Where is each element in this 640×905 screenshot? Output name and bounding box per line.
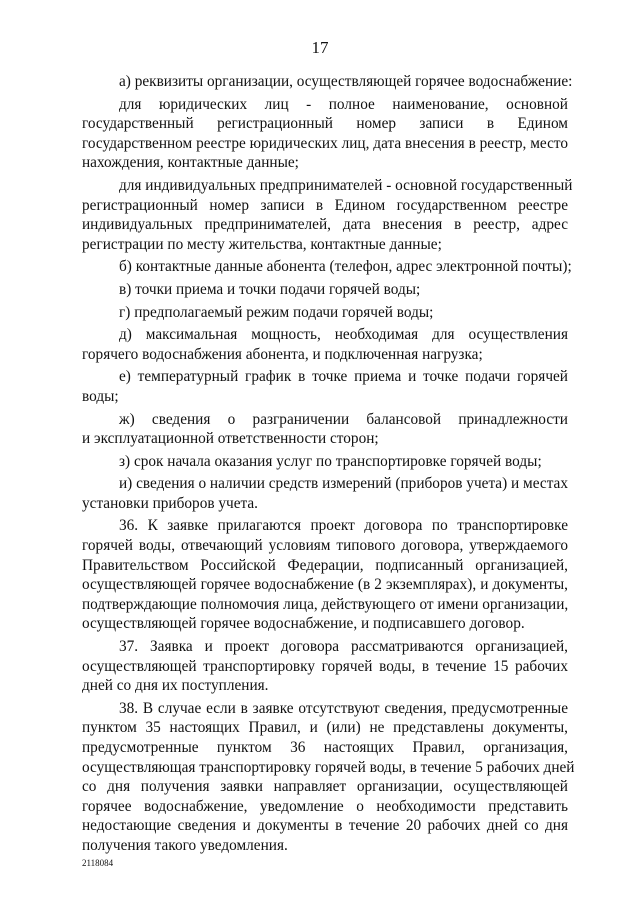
paragraph — [82, 410, 568, 449]
text-line: б) контактные данные абонента (телефон, адрес электронной почты); — [119, 258, 572, 276]
text-line: осуществляющей горячее водоснабжение (в 2 экземплярах), и документы, — [82, 576, 568, 594]
paragraph — [82, 95, 568, 173]
text-line: а) реквизиты организации, осуществляющей горячее водоснабжение: — [119, 73, 573, 90]
paragraph — [82, 452, 568, 472]
text-line: индивидуальных предпринимателей, дата внесения в реестр, адрес — [82, 216, 568, 234]
page-number: 17 — [311, 38, 329, 57]
text-line: Правительством Российской Федерации, подписанный организацией, — [82, 556, 568, 574]
text-line: для индивидуальных предпринимателей - основной государственный — [119, 176, 573, 194]
text-line: горячее водоснабжение, уведомление о необходимости представить — [82, 797, 568, 815]
paragraph — [82, 257, 572, 277]
text-line: г) предполагаемый режим подачи горячей воды; — [119, 303, 434, 321]
text-line: предусмотренные пунктом 36 настоящих Правил, организация, — [82, 739, 568, 756]
text-line: з) срок начала оказания услуг по транспортировке горячей воды; — [119, 452, 542, 470]
text-line: д) максимальная мощность, необходимая для осуществления — [119, 326, 568, 344]
text-line: получения такого уведомления. — [82, 836, 288, 854]
text-line: нахождения, контактные данные; — [82, 154, 299, 172]
text-line: дней со дня их поступления. — [82, 677, 269, 695]
paragraph — [82, 176, 573, 254]
text-line: 36. К заявке прилагаются проект договора по транспортировке — [119, 517, 568, 535]
paragraph — [82, 280, 568, 300]
paragraph — [82, 325, 568, 364]
text-line: осуществляющая транспортировку горячей воды, в течение 5 рабочих дней — [82, 758, 575, 776]
text-line: 37. Заявка и проект договора рассматриваются организацией, — [119, 638, 568, 656]
paragraph — [82, 72, 573, 92]
text-line: пунктом 35 настоящих Правил, и (или) не представлены документы, — [82, 719, 568, 737]
paragraph — [82, 303, 568, 323]
paragraph — [82, 516, 568, 634]
text-line: и эксплуатационной ответственности сторон; — [82, 430, 379, 448]
paragraph — [82, 637, 568, 696]
document-code: 2118084 — [82, 858, 114, 868]
text-line: осуществляющей транспортировку горячей воды, в течение 15 рабочих — [82, 657, 568, 675]
text-line: государственном реестре юридических лиц, дата внесения в реестр, место — [82, 134, 568, 152]
document-body — [82, 72, 575, 859]
text-line: регистрационный номер записи в Едином государственном реестре — [82, 196, 568, 214]
text-line: государственный регистрационный номер записи в Едином — [82, 115, 568, 133]
text-line: 38. В случае если в заявке отсутствуют сведения, предусмотренные — [119, 699, 568, 717]
text-line: регистрации по месту жительства, контактные данные; — [82, 235, 442, 253]
text-line: е) температурный график в точке приема и точке подачи горячей — [119, 368, 568, 386]
text-line: ж) сведения о разграничении балансовой принадлежности — [119, 410, 568, 428]
text-line: в) точки приема и точки подачи горячей воды; — [119, 280, 421, 298]
paragraph — [82, 699, 575, 856]
paragraph — [82, 474, 568, 513]
text-line: для юридических лиц - полное наименование, основной — [119, 95, 568, 113]
text-line: горячего водоснабжения абонента, и подключенная нагрузка; — [82, 345, 483, 363]
text-line: горячей воды, отвечающий условиям типового договора, утверждаемого — [82, 537, 568, 555]
text-line: осуществляющей горячее водоснабжение, и подписавшего договор. — [82, 615, 525, 633]
text-line: недостающие сведения и документы в течение 20 рабочих дней со дня — [82, 817, 568, 835]
text-line: и) сведения о наличии средств измерений (приборов учета) и местах — [119, 475, 568, 493]
text-line: подтверждающие полномочия лица, действующего от имени организации, — [82, 595, 569, 613]
text-line: воды; — [82, 387, 119, 405]
text-line: установки приборов учета. — [82, 494, 259, 512]
paragraph — [82, 367, 568, 406]
text-line: со дня получения заявки направляет организации, осуществляющей — [82, 778, 568, 796]
